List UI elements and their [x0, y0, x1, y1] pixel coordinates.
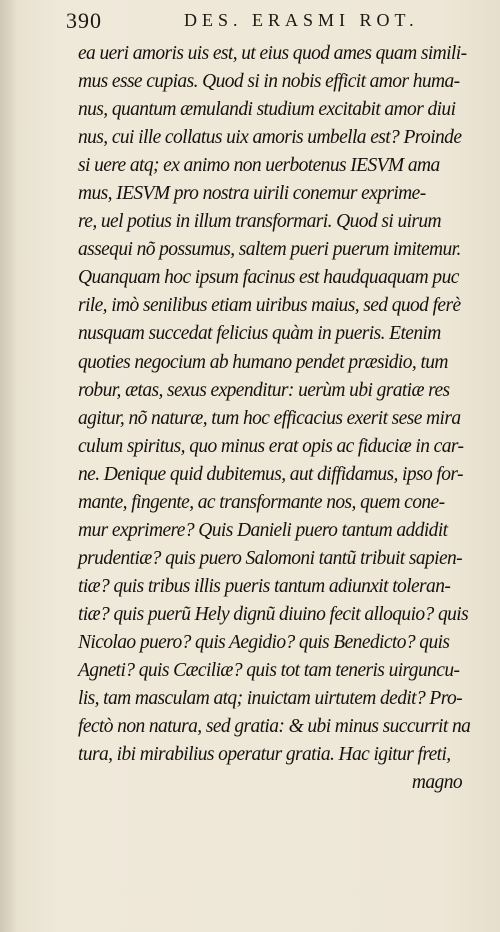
text-line: robur, ætas, sexus expenditur: uerùm ubi gratiæ res — [78, 379, 450, 401]
text-line: nusquam succedat felicius quàm in pueris. Etenim — [78, 323, 441, 345]
text-line: re, uel potius in illum transformari. Quod si uirum — [78, 211, 442, 233]
text-line: mur exprimere? Quis Danieli puero tantum addidit — [78, 519, 448, 541]
catchword: magno — [411, 772, 462, 794]
page-header — [66, 8, 466, 36]
running-head: DES. ERASMI ROT. — [184, 10, 419, 30]
text-line: prudentiæ? quis puero Salomoni tantũ tribuit sapien- — [78, 547, 463, 569]
text-line: tura, ibi mirabilius operatur gratia. Hac igitur freti, — [78, 744, 451, 766]
text-line: nus, cui ille collatus uix amoris umbella est? Proinde — [78, 127, 462, 149]
text-line: Quanquam hoc ipsum facinus est haudquaquam puc — [78, 267, 459, 289]
text-line: mus, IESVM pro nostra uirili conemur exprime- — [78, 183, 426, 205]
text-line: lis, tam masculam atq; inuictam uirtutem dedit? Pro- — [78, 688, 463, 710]
body-text — [78, 40, 471, 797]
text-line: tiæ? quis tribus illis pueris tantum adiunxit toleran- — [78, 575, 451, 597]
text-line: assequi nõ possumus, saltem pueri puerum imitemur. — [78, 239, 461, 261]
text-line: culum spiritus, quo minus erat opis ac fiduciæ in car- — [78, 435, 464, 457]
text-line: agitur, nõ naturæ, tum hoc efficacius exerit sese mira — [78, 407, 461, 429]
text-line: tiæ? quis puerũ Hely dignũ diuino fecit alloquio? quis — [78, 603, 469, 625]
text-line: nus, quantum æmulandi studium excitabit amor diui — [78, 99, 456, 121]
text-line: Agneti? quis Cæciliæ? quis tot tam teneris uirguncu- — [78, 660, 460, 682]
text-line: fectò non natura, sed gratia: & ubi minus succurrit na — [78, 716, 471, 738]
text-line: Nicolao puero? quis Aegidio? quis Benedicto? quis — [78, 631, 450, 653]
text-line: si uere atq; ex animo non uerbotenus IESVM ama — [78, 155, 440, 177]
text-line: mus esse cupias. Quod si in nobis efficit amor huma- — [78, 71, 460, 93]
text-line: ne. Denique quid dubitemus, aut diffidamus, ipso for- — [78, 463, 463, 485]
text-line: quoties negocium ab humano pendet præsidio, tum — [78, 351, 448, 373]
page-number: 390 — [66, 8, 102, 33]
text-line: mante, fingente, ac transformante nos, quem cone- — [78, 491, 445, 513]
text-line: rile, imò senilibus etiam uiribus maius, sed quod ferè — [78, 295, 461, 317]
text-line: ea ueri amoris uis est, ut eius quod ames quam simili- — [78, 43, 467, 64]
